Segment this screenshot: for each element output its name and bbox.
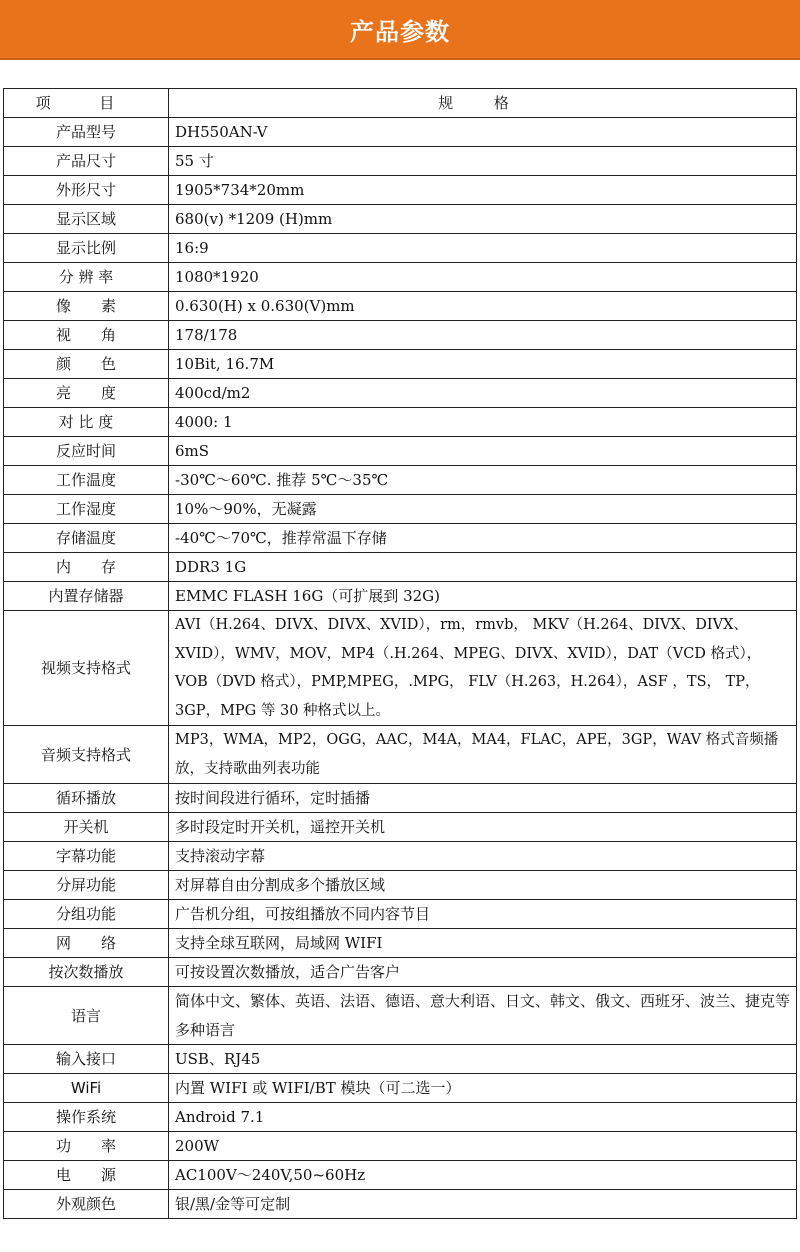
table-row — [4, 900, 797, 929]
row-value: -40℃～70℃，推荐常温下存储 — [169, 524, 797, 553]
table-row — [4, 1074, 797, 1103]
table-row — [4, 292, 797, 321]
table-row — [4, 437, 797, 466]
row-label: 分 辨 率 — [4, 263, 169, 292]
row-value: 多时段定时开关机，遥控开关机 — [169, 813, 797, 842]
row-label: 存储温度 — [4, 524, 169, 553]
row-label: 语言 — [4, 987, 169, 1045]
row-label: 输入接口 — [4, 1045, 169, 1074]
spec-table-body — [4, 89, 797, 1219]
row-value: 4000: 1 — [169, 408, 797, 437]
table-row — [4, 929, 797, 958]
row-value: 支持滚动字幕 — [169, 842, 797, 871]
row-label: 分组功能 — [4, 900, 169, 929]
row-value: 10Bit, 16.7M — [169, 350, 797, 379]
table-row — [4, 350, 797, 379]
table-row — [4, 842, 797, 871]
table-row — [4, 813, 797, 842]
row-label: 显示比例 — [4, 234, 169, 263]
row-label: 循环播放 — [4, 784, 169, 813]
row-label: 开关机 — [4, 813, 169, 842]
row-value: 对屏幕自由分割成多个播放区域 — [169, 871, 797, 900]
title-banner — [0, 0, 800, 60]
row-value: DH550AN-V — [169, 118, 797, 147]
table-row — [4, 176, 797, 205]
row-label: 分屏功能 — [4, 871, 169, 900]
table-row — [4, 1161, 797, 1190]
row-label: 外形尺寸 — [4, 176, 169, 205]
row-label: 视频支持格式 — [4, 611, 169, 726]
row-value: 简体中文、繁体、英语、法语、德语、意大利语、日文、韩文、俄文、西班牙、波兰、捷克等多种语言 — [169, 987, 797, 1045]
table-row — [4, 958, 797, 987]
row-value: AVI（H.264、DIVX、DIVX、XVID），rm，rmvb， MKV（H.264、DIVX、DIVX、XVID），WMV，MOV，MP4（.H.264、MPEG、DIVX、XVID），DAT（VCD 格式），VOB（DVD 格式），PMP,MPEG，.MPG， FLV（H.263，H.264），ASF ，TS， TP，3GP，MPG 等 30 种格式以上。 — [169, 611, 797, 726]
table-row — [4, 871, 797, 900]
row-value: 支持全球互联网，局域网 WIFI — [169, 929, 797, 958]
table-row — [4, 987, 797, 1045]
row-value: AC100V～240V,50~60Hz — [169, 1161, 797, 1190]
row-label: 内置存储器 — [4, 582, 169, 611]
row-label: 反应时间 — [4, 437, 169, 466]
row-value: 按时间段进行循环，定时插播 — [169, 784, 797, 813]
row-value: DDR3 1G — [169, 553, 797, 582]
table-row — [4, 263, 797, 292]
row-label: 像 素 — [4, 292, 169, 321]
row-value: 内置 WIFI 或 WIFI/BT 模块（可二选一） — [169, 1074, 797, 1103]
row-value: 16:9 — [169, 234, 797, 263]
header-spec: 规 格 — [169, 89, 797, 118]
row-value: 55 寸 — [169, 147, 797, 176]
row-label: 显示区域 — [4, 205, 169, 234]
row-label: 网 络 — [4, 929, 169, 958]
table-row — [4, 408, 797, 437]
table-row — [4, 553, 797, 582]
row-value: USB、RJ45 — [169, 1045, 797, 1074]
row-value: 1905*734*20mm — [169, 176, 797, 205]
table-row — [4, 1190, 797, 1219]
header-item: 项 目 — [4, 89, 169, 118]
table-row — [4, 611, 797, 726]
table-row — [4, 495, 797, 524]
table-row — [4, 205, 797, 234]
row-label: 产品型号 — [4, 118, 169, 147]
table-row — [4, 582, 797, 611]
spacer — [0, 60, 800, 88]
row-value: 178/178 — [169, 321, 797, 350]
row-value: 400cd/m2 — [169, 379, 797, 408]
table-row — [4, 524, 797, 553]
row-value: -30℃～60℃. 推荐 5℃～35℃ — [169, 466, 797, 495]
table-row — [4, 118, 797, 147]
row-label: 电 源 — [4, 1161, 169, 1190]
table-row — [4, 784, 797, 813]
row-label: 外观颜色 — [4, 1190, 169, 1219]
row-value: 广告机分组，可按组播放不同内容节目 — [169, 900, 797, 929]
row-label: 工作温度 — [4, 466, 169, 495]
row-label: WiFi — [4, 1074, 169, 1103]
table-row — [4, 147, 797, 176]
table-row — [4, 234, 797, 263]
table-row — [4, 466, 797, 495]
row-label: 颜 色 — [4, 350, 169, 379]
row-label: 操作系统 — [4, 1103, 169, 1132]
row-value: 0.630(H) x 0.630(V)mm — [169, 292, 797, 321]
row-label: 功 率 — [4, 1132, 169, 1161]
table-row — [4, 321, 797, 350]
row-label: 亮 度 — [4, 379, 169, 408]
row-label: 按次数播放 — [4, 958, 169, 987]
row-value: MP3，WMA，MP2，OGG，AAC，M4A，MA4，FLAC，APE，3GP，WAV 格式音频播放，支持歌曲列表功能 — [169, 726, 797, 784]
table-row — [4, 1045, 797, 1074]
row-label: 视 角 — [4, 321, 169, 350]
row-value: 200W — [169, 1132, 797, 1161]
row-label: 音频支持格式 — [4, 726, 169, 784]
row-value: Android 7.1 — [169, 1103, 797, 1132]
row-label: 对 比 度 — [4, 408, 169, 437]
table-row — [4, 1132, 797, 1161]
row-label: 工作湿度 — [4, 495, 169, 524]
table-row — [4, 379, 797, 408]
row-value: 680(v) *1209 (H)mm — [169, 205, 797, 234]
row-value: 6mS — [169, 437, 797, 466]
table-row — [4, 726, 797, 784]
row-label: 产品尺寸 — [4, 147, 169, 176]
row-value: 1080*1920 — [169, 263, 797, 292]
page-title: 产品参数 — [350, 17, 450, 46]
spec-table — [3, 88, 797, 1219]
row-value: EMMC FLASH 16G（可扩展到 32G) — [169, 582, 797, 611]
row-label: 字幕功能 — [4, 842, 169, 871]
row-value: 10%～90%，无凝露 — [169, 495, 797, 524]
table-row — [4, 1103, 797, 1132]
row-value: 可按设置次数播放，适合广告客户 — [169, 958, 797, 987]
header-row — [4, 89, 797, 118]
row-value: 银/黑/金等可定制 — [169, 1190, 797, 1219]
row-label: 内 存 — [4, 553, 169, 582]
